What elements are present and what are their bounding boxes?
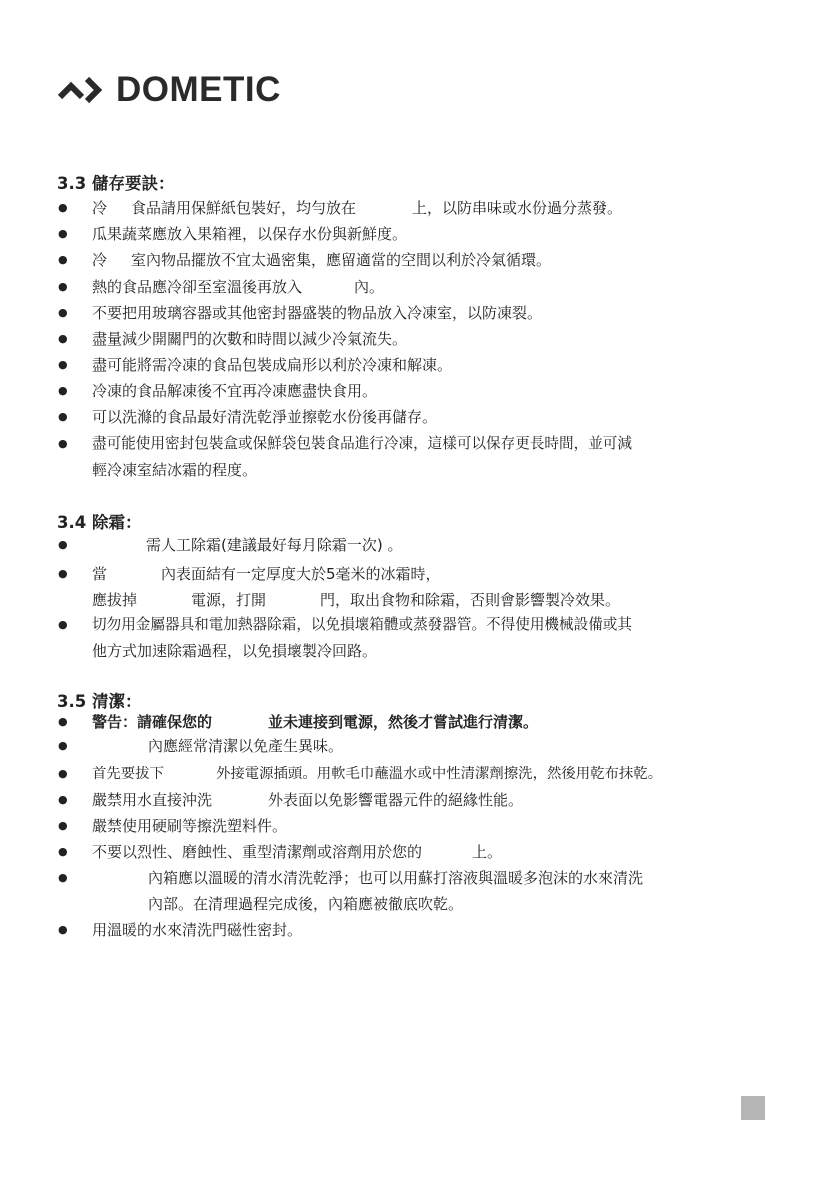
page-number-box (741, 1096, 765, 1120)
item-text: 熱的食品應冷卻至室溫後再放入 (92, 278, 303, 296)
item-text: 切勿用金屬器具和電加熱器除霜，以免損壞箱體或蒸發器管。不得使用機械設備或其 (92, 616, 632, 633)
item-text: 門，取出食物和除霜，否則會影響製冷效果。 (320, 591, 621, 609)
bullet: ● (58, 739, 68, 752)
item-text: 應拔掉 (92, 591, 138, 609)
item-text: 內應經常清潔以免產生異味。 (148, 737, 344, 755)
item-text: 盡可能將需冷凍的食品包裝成扁形以利於冷凍和解凍。 (92, 356, 453, 374)
item-text: 不要以烈性、磨蝕性、重型清潔劑或溶劑用於您的 (92, 843, 423, 861)
item-text: 食品請用保鮮紙包裝好，均勻放在 (131, 199, 357, 217)
bullet: ● (58, 332, 68, 345)
item-text: 嚴禁用水直接沖洗 (92, 791, 213, 809)
item-text: 內表面結有一定厚度大於5毫米的冰霜時， (161, 565, 441, 583)
bullet: ● (58, 767, 68, 780)
bullet: ● (58, 437, 68, 450)
bullet: ● (58, 819, 68, 832)
bullet: ● (58, 923, 68, 936)
item-text: 上。 (472, 843, 503, 861)
item-text: 上，以防串味或水份過分蒸發。 (412, 199, 623, 217)
item-text: 外接電源插頭。用軟毛巾蘸溫水或中性清潔劑擦洗，然後用乾布抹乾。 (215, 766, 663, 782)
item-text: 他方式加速除霜過程，以免損壞製冷回路。 (92, 642, 378, 660)
section-heading-cleaning: 3.5 清潔： (57, 692, 142, 711)
bullet: ● (58, 306, 68, 319)
bullet: ● (58, 715, 68, 728)
section-heading-defrost: 3.4 除霜： (57, 513, 142, 532)
item-text: 冷 (92, 251, 108, 269)
bullet: ● (58, 410, 68, 423)
bullet: ● (58, 871, 68, 884)
item-text: 用溫暖的水來清洗門磁性密封。 (92, 921, 303, 939)
bullet: ● (58, 227, 68, 240)
item-text: 輕冷凍室結冰霜的程度。 (92, 461, 258, 479)
item-text: 冷 (92, 199, 108, 217)
bullet: ● (58, 358, 68, 371)
item-text: 外表面以免影響電器元件的絕緣性能。 (268, 791, 524, 809)
item-text: 不要把用玻璃容器或其他密封器盛裝的物品放入冷凍室，以防凍裂。 (92, 304, 543, 322)
item-text: 嚴禁使用硬刷等擦洗塑料件。 (92, 817, 288, 835)
bullet: ● (58, 567, 68, 580)
bullet: ● (58, 384, 68, 397)
bullet: ● (58, 845, 68, 858)
item-text: 當 (92, 565, 108, 583)
item-text: 瓜果蔬菜應放入果箱裡，以保存水份與新鮮度。 (92, 225, 408, 243)
dometic-logo (58, 72, 281, 107)
bullet: ● (58, 201, 68, 214)
bullet: ● (58, 793, 68, 806)
item-text: 室內物品擺放不宜太過密集，應留適當的空間以利於冷氣循環。 (131, 251, 552, 269)
item-text: 內箱應以溫暖的清水清洗乾淨；也可以用蘇打溶液與溫暖多泡沫的水來清洗 (148, 869, 644, 887)
brand-name: DOMETIC (116, 70, 281, 109)
bullet: ● (58, 618, 68, 631)
item-text: 內部。在清理過程完成後，內箱應被徹底吹乾。 (148, 895, 464, 913)
bullet: ● (58, 253, 68, 266)
item-text: 需人工除霜(建議最好每月除霜一次) 。 (146, 536, 403, 554)
item-text: 首先要拔下 (92, 766, 164, 782)
item-text: 可以洗滌的食品最好清洗乾淨並擦乾水份後再儲存。 (92, 408, 438, 426)
warning-text: 並未連接到電源，然後才嘗試進行清潔。 (268, 713, 539, 731)
item-text: 盡量減少開關門的次數和時間以減少冷氣流失。 (92, 330, 408, 348)
item-text: 冷凍的食品解凍後不宜再冷凍應盡快食用。 (92, 382, 378, 400)
item-text: 電源，打開 (191, 591, 267, 609)
section-heading-storage-tips: 3.3 儲存要訣： (57, 174, 175, 193)
item-text: 內。 (354, 278, 385, 296)
warning-text: 警告：請確保您的 (92, 713, 213, 731)
item-text: 盡可能使用密封包裝盒或保鮮袋包裝食品進行冷凍，這樣可以保存更長時間，並可減 (92, 435, 632, 452)
bullet: ● (58, 538, 68, 551)
dometic-chevron-icon (58, 75, 112, 105)
bullet: ● (58, 280, 68, 293)
